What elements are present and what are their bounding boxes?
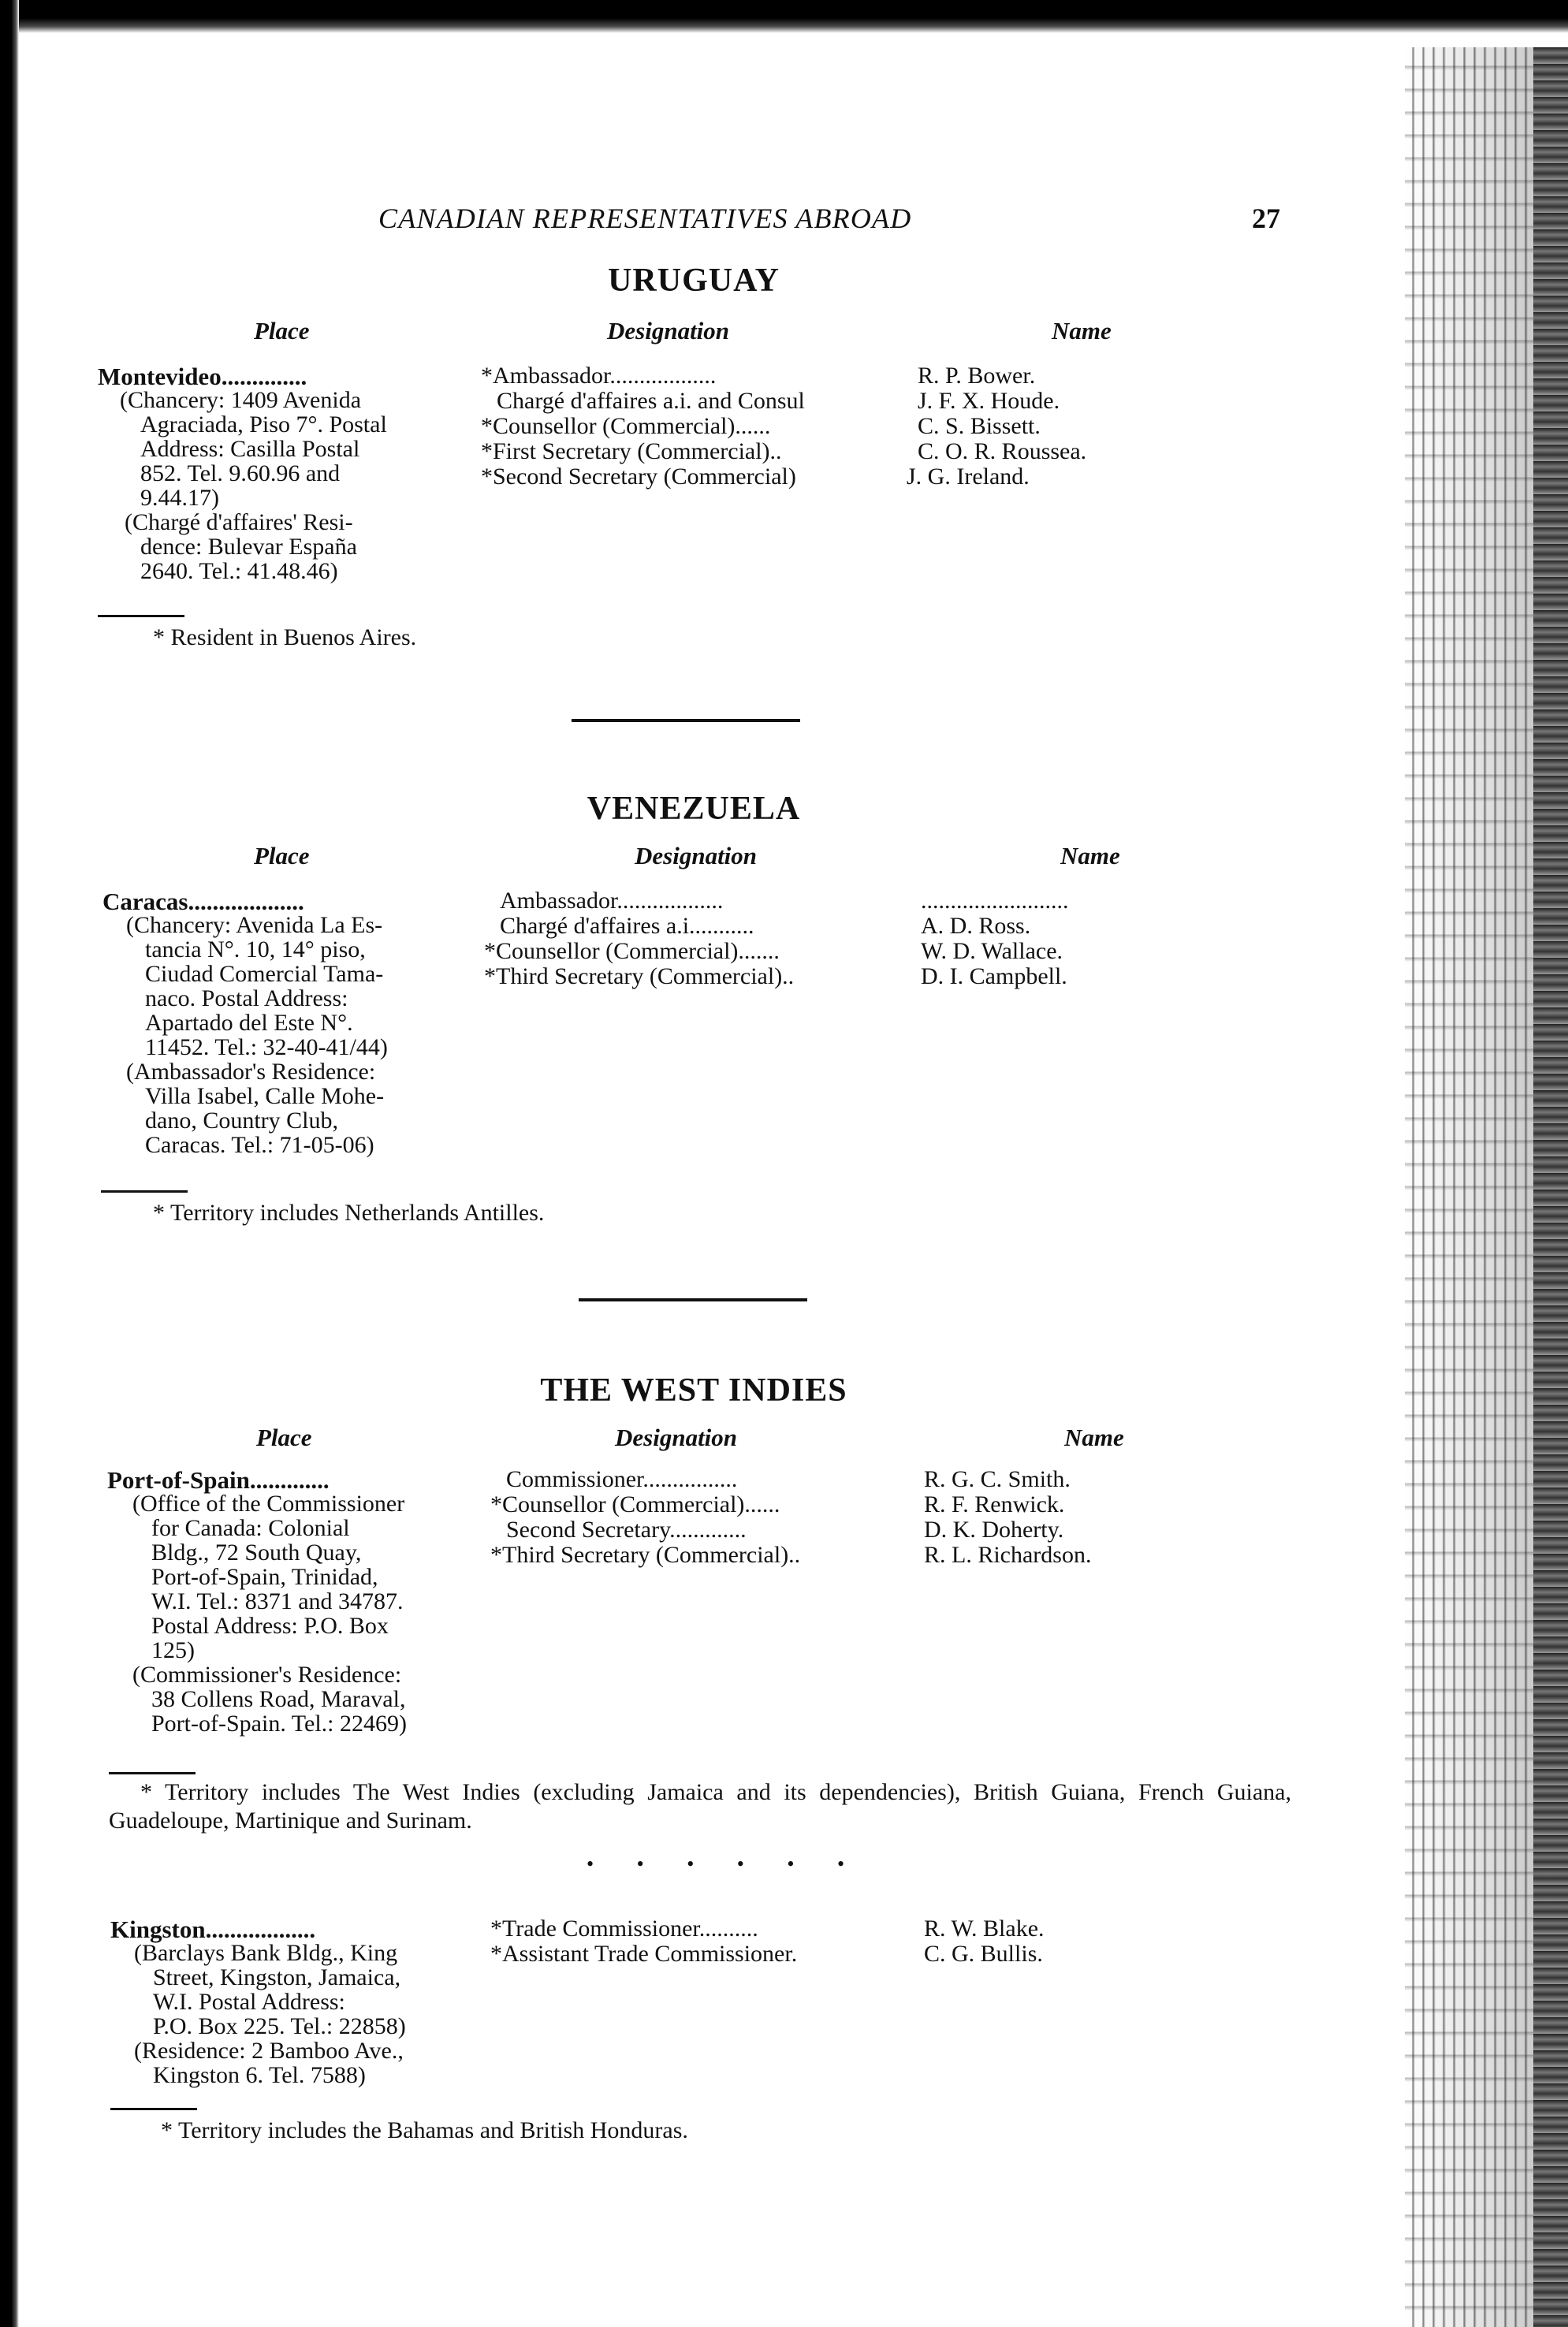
address-line: Kingston 6. Tel. 7588): [153, 2062, 366, 2088]
section-divider: [572, 719, 800, 722]
name-cell: .........................: [921, 888, 1069, 914]
name-cell: J. F. X. Houde.: [918, 388, 1060, 414]
address-line: dence: Bulevar España: [140, 534, 357, 560]
place-address: [134, 1941, 489, 2087]
running-header: CANADIAN REPRESENTATIVES ABROAD: [378, 203, 912, 234]
designation-cell: *Counsellor (Commercial)......: [481, 413, 771, 439]
address-line: Address: Casilla Postal: [140, 436, 360, 462]
address-line: W.I. Tel.: 8371 and 34787.: [151, 1588, 404, 1614]
address-line: (Chancery: 1409 Avenida: [120, 387, 362, 413]
place-address: [120, 388, 475, 583]
column-header-place: Place: [256, 1424, 312, 1451]
name-cell: R. W. Blake.: [924, 1916, 1045, 1942]
address-line: Street, Kingston, Jamaica,: [153, 1964, 401, 1990]
name-cell: C. G. Bullis.: [924, 1941, 1043, 1967]
place-address: [132, 1491, 487, 1736]
name-cell: D. I. Campbell.: [921, 963, 1067, 989]
section-title: THE WEST INDIES: [540, 1372, 847, 1409]
footnote: * Territory includes the Bahamas and British Honduras.: [161, 2117, 688, 2143]
section-divider: [579, 1298, 807, 1301]
address-line: 9.44.17): [140, 485, 219, 511]
place-city: Port-of-Spain.............: [107, 1466, 330, 1494]
designation-cell: *Assistant Trade Commissioner.: [490, 1941, 798, 1967]
designation-cell: Chargé d'affaires a.i. and Consul: [497, 388, 805, 414]
address-line: for Canada: Colonial: [151, 1515, 350, 1541]
address-line: dano, Country Club,: [145, 1108, 338, 1134]
name-cell: C. O. R. Roussea.: [918, 438, 1087, 464]
address-line: Port-of-Spain. Tel.: 22469): [151, 1711, 407, 1737]
designation-cell: *Third Secretary (Commercial)..: [490, 1542, 801, 1568]
address-line: 11452. Tel.: 32-40-41/44): [145, 1034, 388, 1060]
address-line: 852. Tel. 9.60.96 and: [140, 460, 341, 486]
name-cell: R. P. Bower.: [918, 363, 1036, 389]
designation-cell: *Ambassador..................: [481, 363, 717, 389]
section-title: VENEZUELA: [587, 791, 801, 827]
column-header-designation: Designation: [607, 317, 730, 344]
address-line: Villa Isabel, Calle Mohe-: [145, 1083, 385, 1109]
footnote-rule: [110, 2108, 197, 2110]
designation-cell: Chargé d'affaires a.i...........: [500, 913, 754, 939]
scan-edge-left: [0, 0, 19, 2327]
name-cell: D. K. Doherty.: [924, 1517, 1064, 1543]
footnote: * Territory includes The West Indies (excluding Jamaica and its dependencies), British Guiana, French Guiana, Guadeloupe, Martinique and Surinam.: [109, 1779, 1291, 1834]
designation-cell: *Counsellor (Commercial).......: [484, 938, 780, 964]
scan-edge-right: [1533, 47, 1568, 2327]
page-number: 27: [1252, 203, 1280, 234]
footnote-rule: [98, 615, 184, 617]
place-city: Kingston..................: [110, 1916, 316, 1943]
name-cell: J. G. Ireland.: [907, 464, 1030, 490]
address-line: naco. Postal Address:: [145, 985, 348, 1011]
footnote-rule: [109, 1772, 196, 1774]
column-header-designation: Designation: [615, 1424, 738, 1451]
address-line: (Barclays Bank Bldg., King: [134, 1940, 398, 1966]
address-line: (Ambassador's Residence:: [126, 1059, 376, 1085]
name-cell: W. D. Wallace.: [921, 938, 1063, 964]
address-line: (Residence: 2 Bamboo Ave.,: [134, 2038, 404, 2064]
designation-cell: *Second Secretary (Commercial): [481, 464, 796, 490]
address-line: (Chancery: Avenida La Es-: [126, 912, 383, 938]
address-line: Apartado del Este N°.: [145, 1010, 353, 1036]
address-line: P.O. Box 225. Tel.: 22858): [153, 2013, 406, 2039]
name-cell: R. F. Renwick.: [924, 1491, 1065, 1517]
designation-cell: Commissioner................: [506, 1466, 738, 1492]
address-line: tancia N°. 10, 14° piso,: [145, 936, 366, 962]
column-header-place: Place: [254, 842, 310, 869]
address-line: 125): [151, 1637, 195, 1663]
footnote-rule: [101, 1190, 188, 1193]
address-line: Agraciada, Piso 7°. Postal: [140, 411, 387, 437]
place-city: Caracas...................: [102, 888, 304, 915]
footnote: * Resident in Buenos Aires.: [153, 624, 417, 650]
address-line: (Office of the Commissioner: [132, 1491, 405, 1517]
name-cell: C. S. Bissett.: [918, 413, 1041, 439]
column-header-name: Name: [1064, 1424, 1124, 1451]
place-city: Montevideo..............: [98, 363, 307, 390]
address-line: Postal Address: P.O. Box: [151, 1613, 389, 1639]
address-line: Port-of-Spain, Trinidad,: [151, 1564, 378, 1590]
name-cell: R. L. Richardson.: [924, 1542, 1092, 1568]
address-line: Caracas. Tel.: 71-05-06): [145, 1132, 374, 1158]
designation-cell: Second Secretary.............: [506, 1517, 747, 1543]
address-line: 38 Collens Road, Maraval,: [151, 1686, 406, 1712]
designation-cell: *Counsellor (Commercial)......: [490, 1491, 780, 1517]
column-header-name: Name: [1060, 842, 1120, 869]
column-header-place: Place: [254, 317, 310, 344]
separator-bullets: • • • • • •: [587, 1852, 864, 1875]
name-cell: A. D. Ross.: [921, 913, 1031, 939]
designation-cell: *First Secretary (Commercial)..: [481, 438, 782, 464]
place-address: [126, 913, 481, 1157]
footnote: * Territory includes Netherlands Antilles.: [153, 1200, 545, 1226]
name-cell: R. G. C. Smith.: [924, 1466, 1071, 1492]
address-line: 2640. Tel.: 41.48.46): [140, 558, 338, 584]
section-title: URUGUAY: [608, 262, 780, 299]
designation-cell: *Third Secretary (Commercial)..: [484, 963, 795, 989]
address-line: (Commissioner's Residence:: [132, 1662, 402, 1688]
designation-cell: *Trade Commissioner..........: [490, 1916, 758, 1942]
column-header-name: Name: [1052, 317, 1112, 344]
address-line: Ciudad Comercial Tama-: [145, 961, 384, 987]
address-line: Bldg., 72 South Quay,: [151, 1540, 362, 1566]
address-line: W.I. Postal Address:: [153, 1989, 345, 2015]
column-header-designation: Designation: [635, 842, 758, 869]
designation-cell: Ambassador..................: [500, 888, 724, 914]
address-line: (Chargé d'affaires' Resi-: [125, 509, 353, 535]
scan-edge-top: [0, 0, 1568, 33]
